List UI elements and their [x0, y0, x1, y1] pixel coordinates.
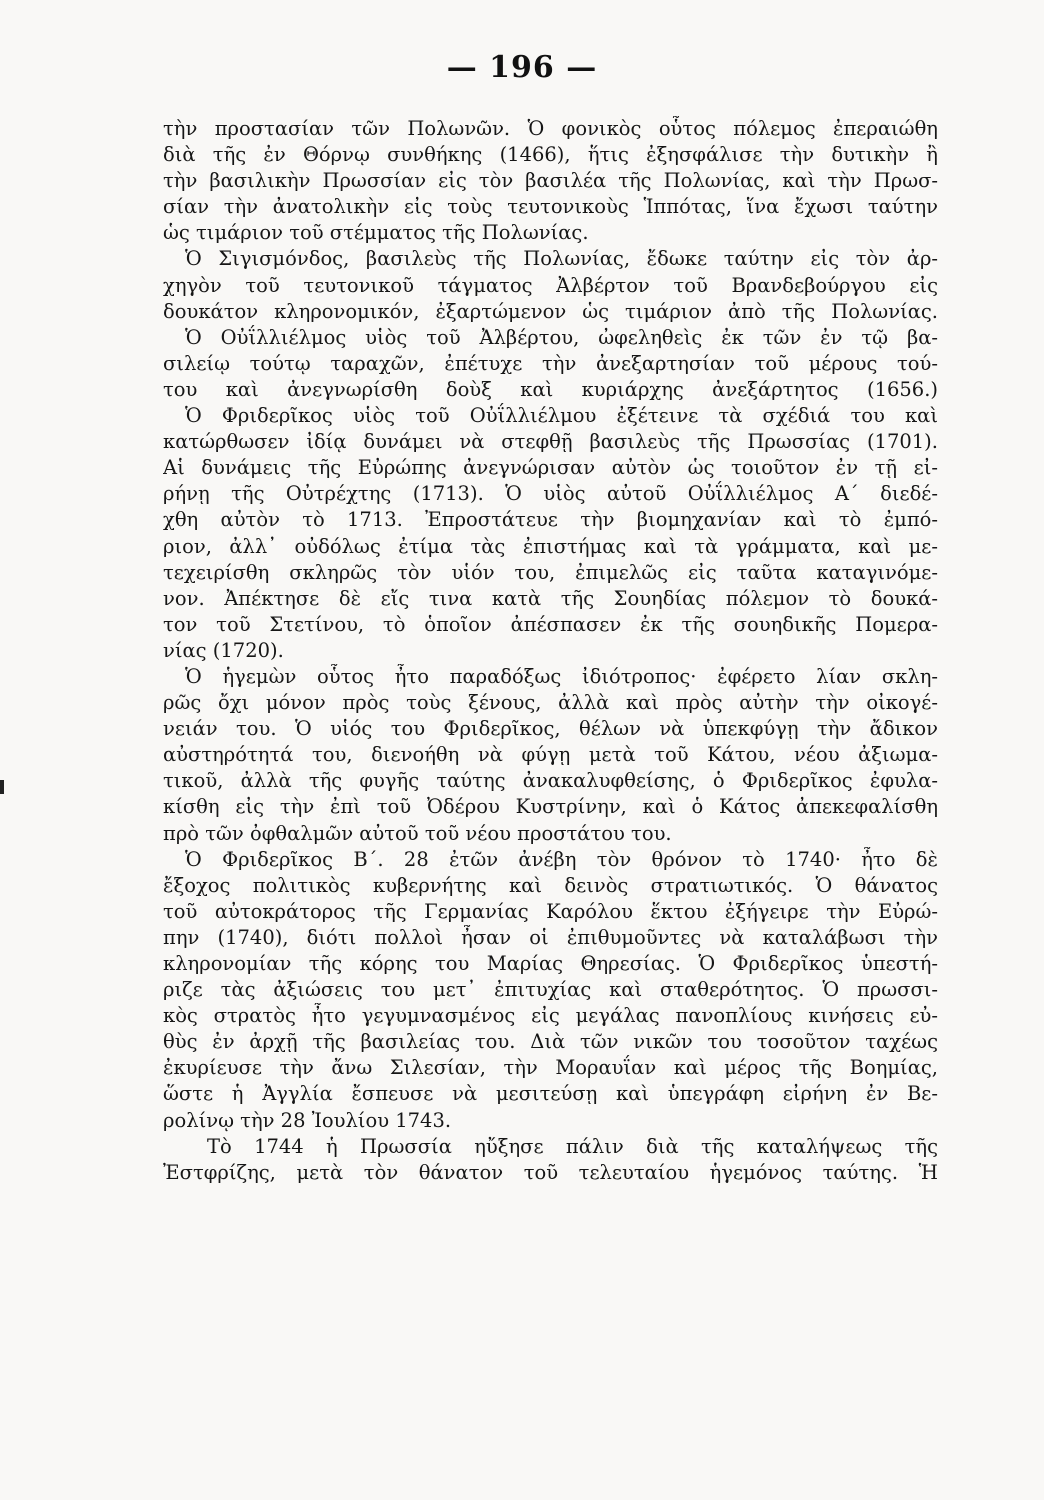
- text-line: νίας (1720).: [163, 638, 284, 662]
- text-line: κὸς στρατὸς ἦτο γεγυμνασμένος εἰς μεγάλας πανοπλίους κινήσεις εὐ-: [163, 1004, 938, 1028]
- text-line: ἐκυρίευσε τὴν ἄνω Σιλεσίαν, τὴν Μοραυΐαν καὶ μέρος τῆς Βοημίας,: [163, 1056, 938, 1080]
- text-line: τὴν προστασίαν τῶν Πολωνῶν. Ὁ φονικὸς οὗτος πόλεμος ἐπεραιώθη: [163, 117, 938, 140]
- text-line: διὰ τῆς ἐν Θόρνῳ συνθήκης (1466), ἥτις ἐξησφάλισε τὴν δυτικὴν ἢ: [163, 143, 938, 167]
- text-line: πην (1740), διότι πολλοὶ ἦσαν οἱ ἐπιθυμοῦντες νὰ καταλάβωσι τὴν: [163, 925, 938, 949]
- text-line: δουκάτον κληρονομικόν, ἐξαρτώμενον ὡς τιμάριον ἀπὸ τῆς Πολωνίας.: [163, 299, 938, 323]
- text-line: ἔξοχος πολιτικὸς κυβερνήτης καὶ δεινὸς στρατιωτικός. Ὁ θάνατος: [163, 873, 938, 897]
- text-line: ριζε τὰς ἀξιώσεις του μετ᾽ ἐπιτυχίας καὶ σταθερότητος. Ὁ πρωσσι-: [163, 978, 938, 1002]
- text-line: Αἱ δυνάμεις τῆς Εὐρώπης ἀνεγνώρισαν αὐτὸν ὡς τοιοῦτον ἐν τῇ εἰ-: [163, 456, 938, 480]
- text-line: ρῶς ὄχι μόνον πρὸς τοὺς ξένους, ἀλλὰ καὶ πρὸς αὐτὴν τὴν οἰκογέ-: [163, 691, 938, 715]
- text-line: τεχειρίσθη σκληρῶς τὸν υἱόν του, ἐπιμελῶς εἰς ταῦτα καταγινόμε-: [163, 560, 938, 584]
- scan-edge-mark: [0, 780, 4, 794]
- text-line: ὥστε ἡ Ἀγγλία ἔσπευσε νὰ μεσιτεύσῃ καὶ ὑπεγράφη εἰρήνη ἐν Βε-: [163, 1082, 938, 1106]
- text-line: τὴν βασιλικὴν Πρωσσίαν εἰς τὸν βασιλέα τῆς Πολωνίας, καὶ τὴν Πρωσ-: [163, 169, 938, 193]
- text-line: χηγὸν τοῦ τευτονικοῦ τάγματος Ἀλβέρτον τοῦ Βρανδεβούργου εἰς: [163, 273, 938, 297]
- text-line: ὡς τιμάριον τοῦ στέμματος τῆς Πολωνίας.: [163, 221, 589, 245]
- text-line: Τὸ 1744 ἡ Πρωσσία ηὔξησε πάλιν διὰ τῆς καταλήψεως τῆς: [207, 1134, 938, 1158]
- text-line: τον τοῦ Στετίνου, τὸ ὁποῖον ἀπέσπασεν ἐκ τῆς σουηδικῆς Πομερα-: [163, 612, 938, 636]
- text-line: Ὁ Φριδερῖκος υἱὸς τοῦ Οὐΐλλιέλμου ἐξέτεινε τὰ σχέδιά του καὶ: [185, 404, 938, 428]
- text-line: Ὁ ἡγεμὼν οὗτος ἦτο παραδόξως ἰδιότροπος· ἐφέρετο λίαν σκλη-: [185, 664, 938, 688]
- text-line: νον. Ἀπέκτησε δὲ εἴς τινα κατὰ τῆς Σουηδίας πόλεμον τὸ δουκά-: [163, 586, 938, 610]
- text-line: Ὁ Φριδερῖκος Β΄. 28 ἐτῶν ἀνέβη τὸν θρόνον τὸ 1740· ἦτο δὲ: [185, 847, 938, 871]
- page-number: — 196 —: [446, 50, 598, 85]
- text-line: Ὁ Σιγισμόνδος, βασιλεὺς τῆς Πολωνίας, ἔδωκε ταύτην εἰς τὸν ἀρ-: [185, 247, 938, 271]
- text-line: ριον, ἀλλ᾽ οὐδόλως ἐτίμα τὰς ἐπιστήμας καὶ τὰ γράμματα, καὶ με-: [163, 534, 938, 558]
- text-line: σίαν τὴν ἀνατολικὴν εἰς τοὺς τευτονικοὺς Ἱππότας, ἵνα ἔχωσι ταύτην: [163, 195, 938, 219]
- text-line: σιλείῳ τούτῳ ταραχῶν, ἐπέτυχε τὴν ἀνεξαρτησίαν τοῦ μέρους τού-: [163, 351, 938, 375]
- text-line: ρήνῃ τῆς Οὐτρέχτης (1713). Ὁ υἱὸς αὐτοῦ Οὐΐλλιέλμος Α΄ διεδέ-: [163, 482, 938, 506]
- text-line: τικοῦ, ἀλλὰ τῆς φυγῆς ταύτης ἀνακαλυφθείσης, ὁ Φριδερῖκος ἐφυλα-: [163, 769, 938, 793]
- body-text: [163, 116, 938, 1186]
- text-line: Ὁ Οὐΐλλιέλμος υἱὸς τοῦ Ἀλβέρτου, ὠφεληθεὶς ἐκ τῶν ἐν τῷ βα-: [185, 325, 938, 349]
- text-line: θὺς ἐν ἀρχῇ τῆς βασιλείας του. Διὰ τῶν νικῶν του τοσοῦτον ταχέως: [163, 1030, 938, 1054]
- text-line: κατώρθωσεν ἰδίᾳ δυνάμει νὰ στεφθῇ βασιλεὺς τῆς Πρωσσίας (1701).: [163, 430, 938, 454]
- text-line: κίσθη εἰς τὴν ἐπὶ τοῦ Ὀδέρου Κυστρίνην, καὶ ὁ Κάτος ἀπεκεφαλίσθη: [163, 795, 938, 819]
- text-line: Ἐστφρίζης, μετὰ τὸν θάνατον τοῦ τελευταίου ἡγεμόνος ταύτης. Ἡ: [163, 1160, 938, 1184]
- text-line: αὐστηρότητά του, διενοήθη νὰ φύγῃ μετὰ τοῦ Κάτου, νέου ἀξιωμα-: [163, 743, 938, 767]
- text-line: κληρονομίαν τῆς κόρης του Μαρίας Θηρεσίας. Ὁ Φριδερῖκος ὑπεστή-: [163, 952, 938, 975]
- text-line: τοῦ αὐτοκράτορος τῆς Γερμανίας Καρόλου ἕκτου ἐξήγειρε τὴν Εὐρώ-: [163, 899, 938, 923]
- text-line: νειάν του. Ὁ υἱός του Φριδερῖκος, θέλων νὰ ὑπεκφύγῃ τὴν ἄδικον: [163, 717, 938, 741]
- text-line: πρὸ τῶν ὀφθαλμῶν αὐτοῦ τοῦ νέου προστάτου του.: [163, 821, 672, 845]
- text-line: ρολίνῳ τὴν 28 Ἰουλίου 1743.: [163, 1108, 452, 1132]
- text-line: του καὶ ἀνεγνωρίσθη δοὺξ καὶ κυριάρχης ἀνεξάρτητος (1656.): [163, 377, 938, 401]
- text-line: χθη αὐτὸν τὸ 1713. Ἐπροστάτευε τὴν βιομηχανίαν καὶ τὸ ἐμπό-: [163, 508, 938, 532]
